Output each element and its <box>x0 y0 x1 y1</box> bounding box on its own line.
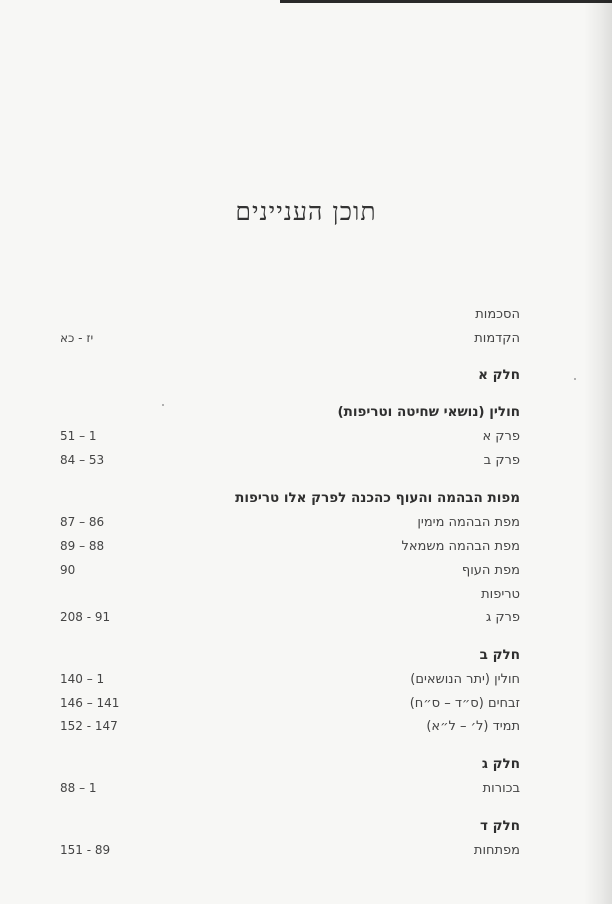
page-spine-shadow <box>584 0 612 904</box>
toc-entry-label: זבחים (ס״ד – ס״ח) <box>409 695 520 711</box>
toc-entry-label: טריפות <box>481 586 520 602</box>
toc-section-label: חלק ג <box>481 756 520 772</box>
toc-subsection-label: מפות הבהמה והעוף כהכנה לפרק אלו טריפות <box>235 490 520 506</box>
toc-entry-map-bird <box>60 560 520 580</box>
toc-section-heading <box>60 645 520 665</box>
toc-entry-bechorot <box>60 778 520 798</box>
toc-entry-chapter-1 <box>60 426 520 446</box>
toc-entry-map-right <box>60 512 520 532</box>
toc-section-heading <box>60 754 520 774</box>
toc-entry-label: פרק ב <box>483 452 520 468</box>
toc-entry-label: מפתחות <box>473 842 520 858</box>
toc-section-label: חלק ד <box>479 818 520 834</box>
toc-entry-approbations <box>60 304 520 324</box>
toc-section-label: חלק א <box>478 367 520 383</box>
toc-entry-zevachim <box>60 693 520 713</box>
toc-section-label: חלק ב <box>479 647 520 663</box>
toc-entry-pages: 87 – 86 <box>60 515 105 529</box>
toc-entry-pages: 140 – 1 <box>60 672 105 686</box>
toc-entry-chapter-3 <box>60 607 520 627</box>
toc-entry-map-left <box>60 536 520 556</box>
toc-entry-label: חולין (יתר הנושאים) <box>410 671 520 687</box>
toc-entry-pages: יז - כא <box>60 331 94 345</box>
toc-entry-pages: 89 – 88 <box>60 539 105 553</box>
toc-entry-introductions <box>60 328 520 348</box>
toc-entry-indexes <box>60 840 520 860</box>
toc-entry-label: פרק א <box>482 428 520 444</box>
paper-speck <box>574 378 576 380</box>
toc-entry-label: מפת הבהמה משמאל <box>401 538 520 554</box>
toc-subsection-heading <box>60 402 520 422</box>
toc-entry-label: מפת הבהמה מימין <box>417 514 520 530</box>
toc-entry-treifot <box>60 584 520 604</box>
toc-entry-tamid <box>60 716 520 736</box>
toc-entry-pages: 88 – 1 <box>60 781 97 795</box>
toc-entry-label: הסכמות <box>475 306 520 322</box>
toc-entry-label: בכורות <box>482 780 520 796</box>
paper-speck <box>162 404 164 406</box>
page-top-edge <box>280 0 612 3</box>
toc-entry-label: מפת העוף <box>461 562 520 578</box>
page-title: תוכן העניינים <box>235 197 377 226</box>
toc-entry-pages: 208 - 91 <box>60 610 111 624</box>
toc-entry-pages: 51 – 1 <box>60 429 97 443</box>
toc-entry-label: פרק ג <box>485 609 520 625</box>
toc-entry-chapter-2 <box>60 450 520 470</box>
toc-entry-pages: 84 – 53 <box>60 453 105 467</box>
toc-entry-pages: 151 - 89 <box>60 843 111 857</box>
toc-entry-label: תמיד (ל׳ – ל״א) <box>426 718 520 734</box>
toc-entry-label: הקדמות <box>474 330 520 346</box>
toc-entry-pages: 90 <box>60 563 76 577</box>
toc-subsection-label: חולין (נושאי שחיטה וטריפות) <box>337 404 520 420</box>
toc-entry-pages: 146 – 141 <box>60 696 120 710</box>
toc-section-heading <box>60 816 520 836</box>
toc-entry-pages: 152 - 147 <box>60 719 118 733</box>
toc-section-heading <box>60 365 520 385</box>
toc-entry-chullin-other <box>60 669 520 689</box>
toc-subsection-heading <box>60 488 520 508</box>
